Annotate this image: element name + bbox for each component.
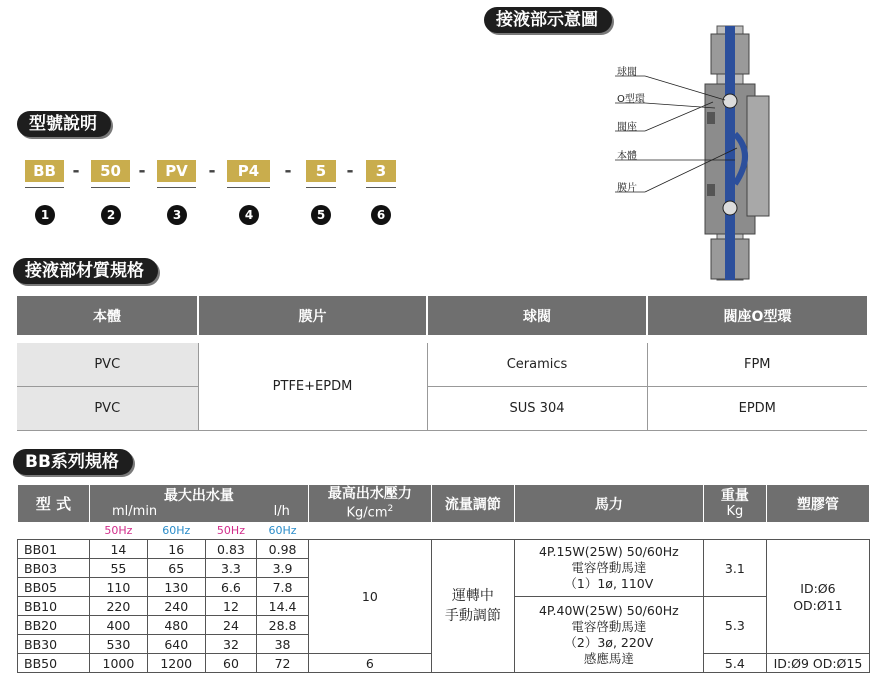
power-b: 4P.40W(25W) 50/60Hz 電容啓動馬達 （2）3ø, 220V 感應馬達 — [514, 597, 703, 673]
header-flow-l: l/h — [273, 503, 290, 519]
cell: FPM — [647, 343, 867, 387]
cell: PVC — [17, 387, 198, 431]
header-pressure: 最高出水壓力 $Kg/cm^2$ — [308, 485, 431, 523]
table-row: BB03 55 65 3.3 3.9 — [18, 559, 870, 578]
table-row: BB10 220 240 12 14.4 4P.40W(25W) 50/60Hz 電容啓動馬達 （2）3ø, 220V 感應馬達 5.3 — [18, 597, 870, 616]
cell: PVC — [17, 343, 198, 387]
number-4: 4 — [239, 205, 259, 225]
number-2: 2 — [101, 205, 121, 225]
number-5: 5 — [311, 205, 331, 225]
code-1: BB — [25, 160, 64, 182]
materials-header: 閥座O型環 — [647, 296, 867, 335]
label-ball-valve: 球閥 — [617, 67, 637, 78]
table-row: BB05 110 130 6.6 7.8 — [18, 578, 870, 597]
number-1: 1 — [35, 205, 55, 225]
label-body: 本體 — [617, 151, 637, 162]
code-3: PV — [157, 160, 196, 182]
header-adjust: 流量調節 — [431, 485, 514, 523]
code-2: 50 — [91, 160, 130, 182]
materials-header: 球閥 — [427, 296, 647, 335]
dash: - — [138, 161, 146, 181]
number-6: 6 — [371, 205, 391, 225]
label-valve-seat: 閥座 — [617, 122, 637, 133]
hz-label: 50Hz — [216, 524, 245, 537]
pressure-value: 6 — [308, 654, 431, 673]
materials-header: 本體 — [17, 296, 198, 335]
dash: - — [208, 161, 216, 181]
table-row — [17, 387, 867, 431]
hz-label: 60Hz — [162, 524, 191, 537]
label-diaphragm: 膜片 — [617, 183, 637, 194]
pressure-value: 10 — [308, 540, 431, 654]
tube-b: ID:Ø9 OD:Ø15 — [766, 654, 869, 673]
weight-c: 5.4 — [703, 654, 766, 673]
header-tube: 塑膠管 — [766, 485, 869, 523]
cell: PTFE+EPDM — [198, 343, 427, 431]
dash: - — [346, 161, 354, 181]
cell: EPDM — [647, 387, 867, 431]
series-table — [17, 484, 870, 673]
weight-a: 3.1 — [703, 540, 766, 597]
number-3: 3 — [167, 205, 187, 225]
hz-label: 50Hz — [104, 524, 133, 537]
header-model: 型 式 — [18, 485, 90, 523]
header-flow-ml: ml/min — [112, 503, 158, 519]
adjust-cell: 運轉中 手動調節 — [431, 540, 514, 673]
materials-title: 接液部材質規格 — [13, 258, 158, 284]
series-title: BB系列規格 — [13, 449, 133, 475]
table-row: BB50 1000 1200 60 72 6 5.4 ID:Ø9 OD:Ø15 — [18, 654, 870, 673]
callout-lines — [615, 60, 745, 200]
hz-label: 60Hz — [268, 524, 297, 537]
tube-a: ID:Ø6 OD:Ø11 — [766, 540, 869, 654]
code-5: 5 — [306, 160, 336, 182]
cell: SUS 304 — [427, 387, 647, 431]
power-a: 4P.15W(25W) 50/60Hz 電容啓動馬達 （1）1ø, 110V — [514, 540, 703, 597]
code-4: P4 — [227, 160, 270, 182]
table-row: BB30 530 640 32 38 — [18, 635, 870, 654]
materials-table — [17, 296, 867, 431]
table-row — [17, 343, 867, 387]
materials-header: 膜片 — [198, 296, 427, 335]
diagram-title: 接液部示意圖 — [484, 7, 612, 33]
dash: - — [284, 161, 292, 181]
header-weight: 重量 Kg — [703, 485, 766, 523]
table-row: BB20 400 480 24 28.8 — [18, 616, 870, 635]
dash: - — [72, 161, 80, 181]
cell: Ceramics — [427, 343, 647, 387]
table-row: BB01 14 16 0.83 0.98 10 運轉中 手動調節 4P.15W(25W) 50/60Hz 電容啓動馬達 （1）1ø, 110V 3.1 ID:Ø6 OD:Ø11 — [18, 540, 870, 559]
code-6: 3 — [366, 160, 396, 182]
weight-b: 5.3 — [703, 597, 766, 654]
model-title: 型號說明 — [17, 111, 111, 137]
header-power: 馬力 — [514, 485, 703, 523]
header-flow: 最大出水量 ml/min l/h — [90, 485, 309, 523]
label-o-ring: O型環 — [617, 94, 645, 105]
